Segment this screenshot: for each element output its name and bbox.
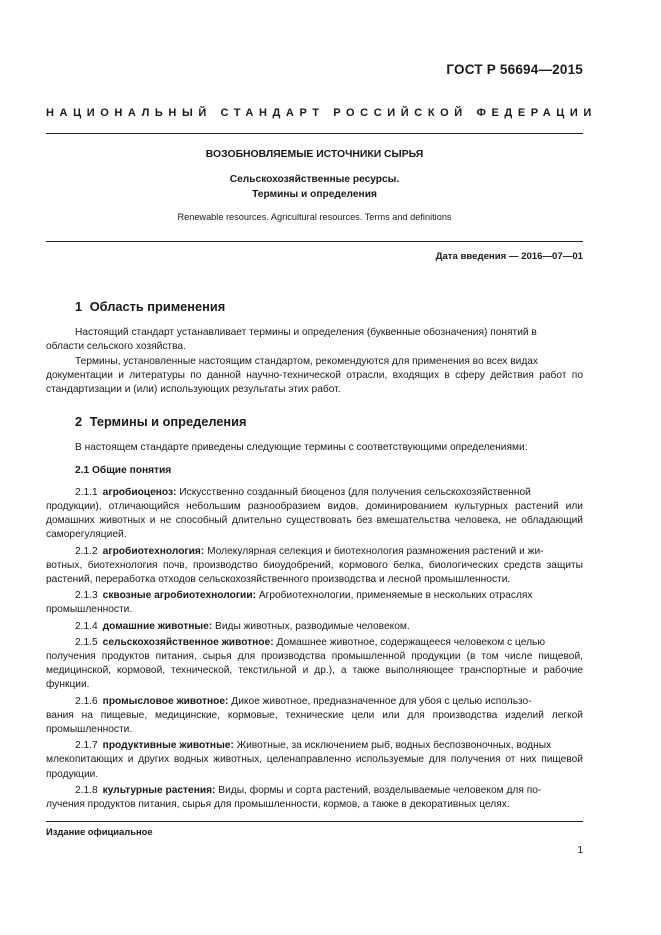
term-entry <box>46 589 583 617</box>
term-name: культурные растения: <box>102 784 216 796</box>
section-1-paragraph-1 <box>46 326 583 354</box>
term-definition-lead: Виды животных, разводимые человеком. <box>215 620 410 632</box>
term-definition-rest: вания на пищевые, медицинские, кормовые, технические цели или для производства изделий легкой промышленности. <box>46 709 583 736</box>
term-name: сквозные агробиотехнологии: <box>102 590 256 602</box>
term-definition-rest: промышленности. <box>46 604 133 616</box>
term-name: домашние животные: <box>102 620 213 632</box>
footer-divider <box>46 821 583 822</box>
term-definition-rest: вотных, биотехнология почв, производство биоудобрений, кормового белка, биологических средств защиты растений, переработка отходов сельскохозяйственного производства и лесной промышленности. <box>46 559 583 586</box>
term-definition-rest: получения продуктов питания, сырья для производства промышленной продукции (в том числе пищевой, медицинской, кормовой, технической, текстильной и др.), а также выполняющее транспортные и рабочие функции. <box>46 651 583 691</box>
term-entries <box>46 486 583 812</box>
term-definition-lead: Искусственно созданный биоценоз (для получения сельскохозяйственной <box>179 486 531 498</box>
official-edition-label: Издание официальное <box>46 826 153 837</box>
section-2-intro: В настоящем стандарте приведены следующие термины с соответствующими определениями: <box>75 442 528 454</box>
term-definition-lead: Дикое животное, предназначенное для убоя с целью использо- <box>231 695 532 707</box>
section-1-title: Область применения <box>89 299 226 314</box>
term-entry <box>46 636 583 693</box>
term-entry <box>46 486 583 543</box>
term-definition-lead: Молекулярная селекция и биотехнология размножения растений и жи- <box>207 545 544 557</box>
standard-subtitle <box>46 172 583 202</box>
paragraph-lead: Настоящий стандарт устанавливает термины и определения (буквенные обозначения) понятий в <box>75 327 537 339</box>
term-name: продуктивные животные: <box>102 740 234 752</box>
term-entry <box>46 739 583 782</box>
paragraph-rest: документации и литературы по данной научно-технической отрасли, входящих в сферу действия работ по стандартизации и (или) использующих результаты этих работ. <box>46 369 583 396</box>
term-definition-rest: млекопитающих и других водных животных, целенаправленно используемые для получения от них пищевой продукции. <box>46 754 583 780</box>
section-2-heading <box>75 415 583 429</box>
standard-title: ВОЗОБНОВЛЯЕМЫЕ ИСТОЧНИКИ СЫРЬЯ <box>205 149 424 160</box>
term-definition-rest: лучения продуктов питания, сырья для промышленности, кормов, а также в декоративных целях. <box>46 799 510 811</box>
section-2-number: 2 <box>75 414 83 430</box>
section-1-heading <box>75 300 583 314</box>
term-number: 2.1.4 <box>75 620 98 632</box>
introduction-date: Дата введения — 2016—07—01 <box>435 251 583 262</box>
term-entry <box>46 784 583 812</box>
term-entry <box>46 545 583 588</box>
gost-number: ГОСТ Р 56694—2015 <box>446 62 583 77</box>
subtitle-line-2: Термины и определения <box>252 189 377 200</box>
term-definition-lead: Домашнее животное, содержащееся человеком с целью <box>276 636 545 648</box>
term-number: 2.1.1 <box>75 486 98 498</box>
term-definition-lead: Животные, за исключением рыб, водных беспозвоночных, водных <box>236 740 552 752</box>
subtitle-line-1: Сельскохозяйственные ресурсы. <box>229 174 400 185</box>
section-1-number: 1 <box>75 299 83 314</box>
term-definition-lead: Агробиотехнологии, применяемые в нескольких отраслях <box>258 590 533 602</box>
section-2-title: Термины и определения <box>89 414 247 430</box>
section-1-paragraph-2 <box>46 355 583 398</box>
term-definition-rest: продукции), отличающийся небольшим разнообразием видов, доминированием культурных растений или домашних животных и не способный длительно существовать без вмешательства человека, не обладающий саморегуляцией. <box>46 501 583 541</box>
national-standard-title: НАЦИОНАЛЬНЫЙ СТАНДАРТ РОССИЙСКОЙ ФЕДЕРАЦИИ <box>46 107 597 119</box>
term-name: сельскохозяйственное животное: <box>102 636 274 648</box>
term-entry <box>46 695 583 738</box>
term-name: агробиоценоз: <box>102 486 177 498</box>
term-name: промысловое животное: <box>102 695 229 707</box>
term-number: 2.1.3 <box>75 590 98 602</box>
term-number: 2.1.6 <box>75 695 98 707</box>
term-number: 2.1.5 <box>75 636 98 648</box>
page-number: 1 <box>577 845 583 856</box>
term-number: 2.1.2 <box>75 545 98 557</box>
document-body <box>46 299 583 812</box>
term-number: 2.1.8 <box>75 784 98 796</box>
term-name: агробиотехнология: <box>102 545 205 557</box>
title-divider <box>46 241 583 242</box>
subsection-heading: 2.1 Общие понятия <box>75 464 172 476</box>
term-entry <box>75 620 583 634</box>
term-definition-lead: Виды, формы и сорта растений, возделываемые человеком для по- <box>218 784 542 796</box>
top-divider <box>46 133 583 134</box>
english-title: Renewable resources. Agricultural resources. Terms and definitions <box>177 212 452 222</box>
paragraph-lead: Термины, установленные настоящим стандартом, рекомендуются для применения во всех видах <box>75 355 539 367</box>
paragraph-rest: области сельского хозяйства. <box>46 341 186 353</box>
term-number: 2.1.7 <box>75 740 98 752</box>
